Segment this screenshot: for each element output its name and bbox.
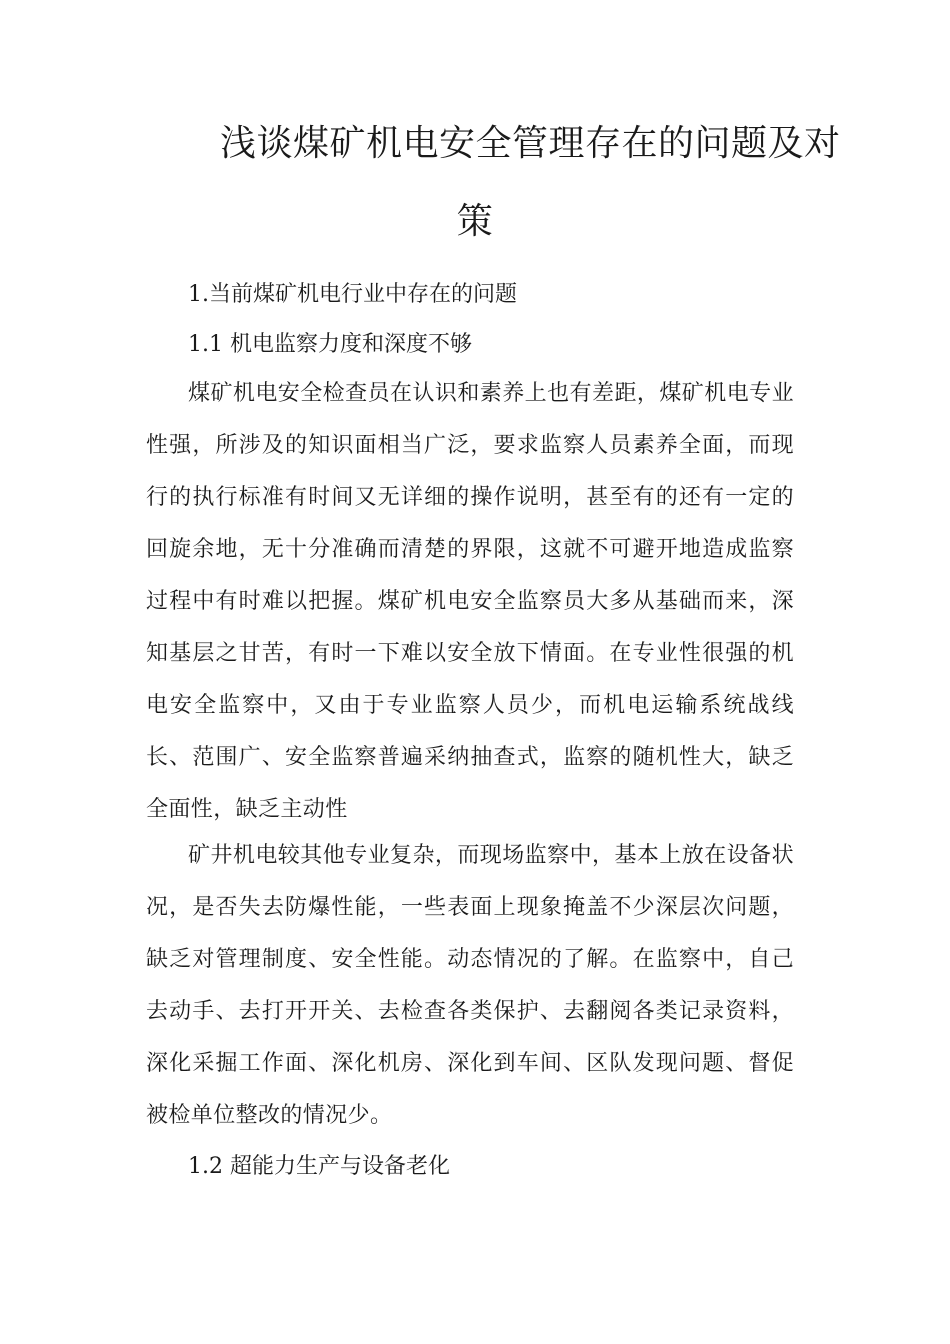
section-1-2-heading: 1.2 超能力生产与设备老化: [188, 1154, 450, 1179]
section-1-1-heading: 1.1 机电监察力度和深度不够: [188, 332, 472, 357]
document-title-line-1: 浅谈煤矿机电安全管理存在的问题及对: [220, 123, 841, 164]
paragraph-2: 矿井机电较其他专业复杂，而现场监察中，基本上放在设备状况，是否失去防爆性能，一些表面上现象掩盖不少深层次问题，缺乏对管理制度、安全性能。动态情况的了解。在监察中，自己去动手、去打开开关、去检查各类保护、去翻阅各类记录资料，深化采掘工作面、深化机房、深化到车间、区队发现问题、督促被检单位整改的情况少。: [146, 843, 794, 1128]
section-1-heading: 1.当前煤矿机电行业中存在的问题: [188, 282, 517, 307]
paragraph-1: 煤矿机电安全检查员在认识和素养上也有差距，煤矿机电专业性强，所涉及的知识面相当广泛，要求监察人员素养全面，而现行的执行标准有时间又无详细的操作说明，甚至有的还有一定的回旋余地，无十分准确而清楚的界限，这就不可避开地造成监察过程中有时难以把握。煤矿机电安全监察员大多从基础而来，深知基层之甘苦，有时一下难以安全放下情面。在专业性很强的机电安全监察中，又由于专业监察人员少，而机电运输系统战线长、范围广、安全监察普遍采纳抽查式，监察的随机性大，缺乏全面性，缺乏主动性: [146, 381, 794, 822]
document-title-line-2: 策: [456, 201, 494, 242]
